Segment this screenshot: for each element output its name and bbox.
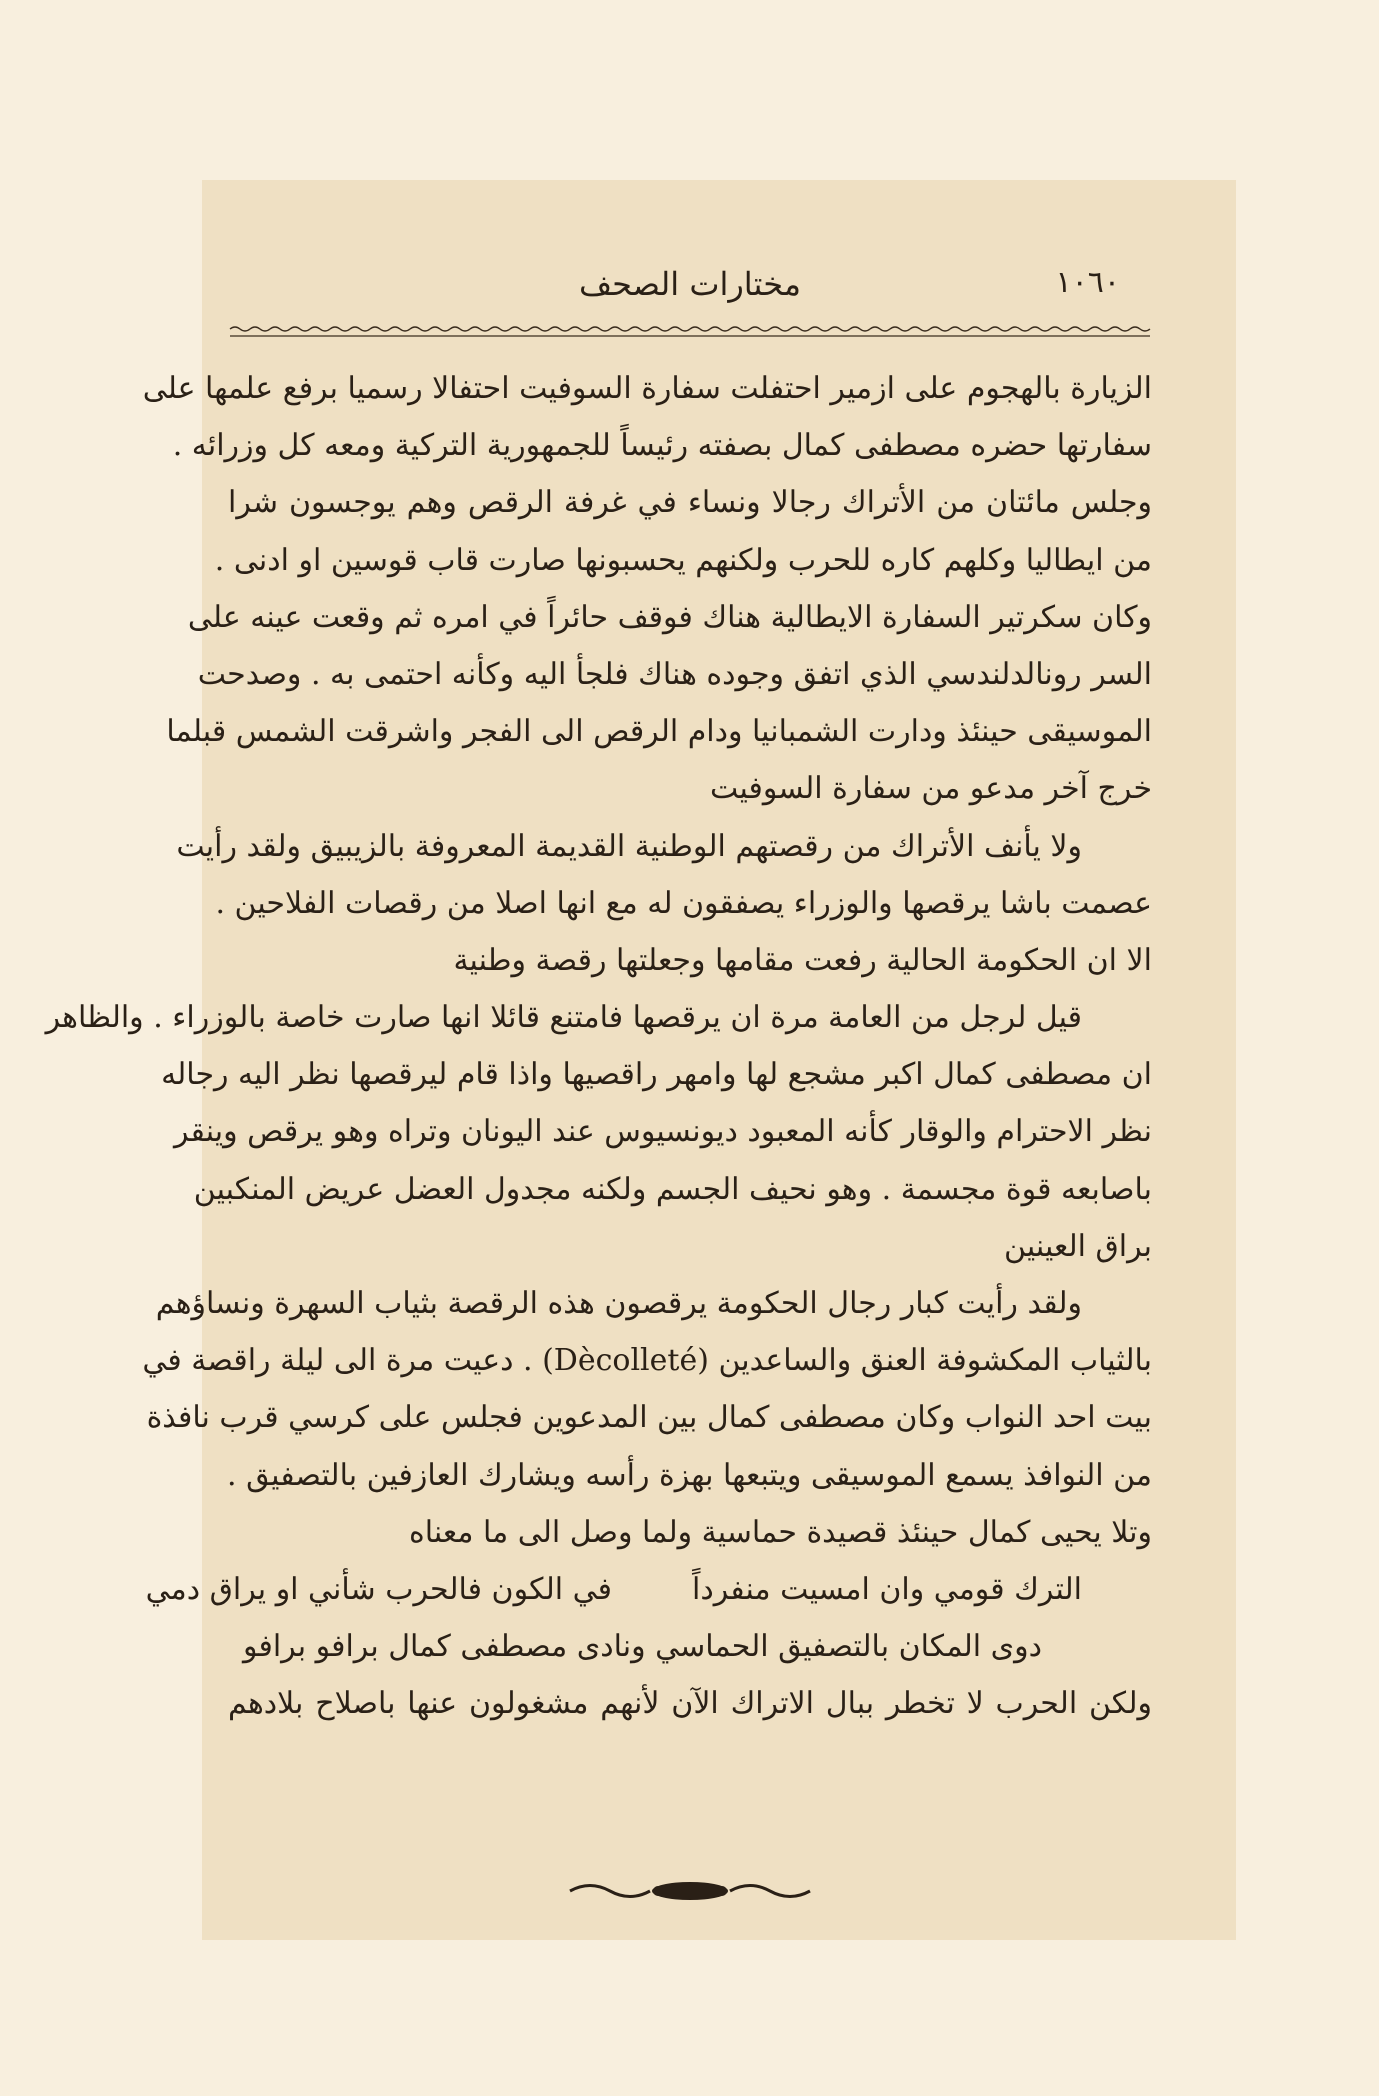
text-line-9: ولا يأنف الأتراك من رقصتهم الوطنية القديمة المعروفة بالزيبيق ولقد رأيت (176, 828, 1082, 864)
text-line-24: ولكن الحرب لا تخطر ببال الاتراك الآن لأنهم مشغولون عنها باصلاح بلادهم (228, 1686, 1152, 1722)
text-line-20: من النوافذ يسمع الموسيقى ويتبعها بهزة رأسه ويشارك العازفين بالتصفيق . (227, 1457, 1152, 1493)
text-line-8: خرج آخر مدعو من سفارة السوفيت (710, 771, 1152, 807)
text-line-2: سفارتها حضره مصطفى كمال بصفته رئيساً للجمهورية التركية ومعه كل وزرائه . (172, 428, 1152, 464)
text-line-13: ان مصطفى كمال اكبر مشجع لها وامهر راقصيها واذا قام ليرقصها نظر اليه رجاله (161, 1057, 1152, 1093)
header-rule (230, 325, 1150, 339)
text-line-10: عصمت باشا يرقصها والوزراء يصفقون له مع انها اصلا من رقصات الفلاحين . (215, 885, 1152, 921)
text-line-5: وكان سكرتير السفارة الايطالية هناك فوقف حائراً في امره ثم وقعت عينه على (187, 599, 1152, 635)
text-line-15: باصابعه قوة مجسمة . وهو نحيف الجسم ولكنه مجدول العضل عريض المنكبين (193, 1171, 1152, 1207)
page-number: ١٠٦٠ (1055, 265, 1120, 300)
text-line-19: بيت احد النواب وكان مصطفى كمال بين المدعوين فجلس على كرسي قرب نافذة (146, 1400, 1152, 1436)
text-line-16: براق العينين (1004, 1228, 1152, 1264)
text-line-21: وتلا يحيى كمال حينئذ قصيدة حماسية ولما وصل الى ما معناه (409, 1514, 1152, 1550)
text-line-14: نظر الاحترام والوقار كأنه المعبود ديونسيوس عند اليونان وتراه وهو يرقص وينقر (173, 1114, 1152, 1150)
poem-verse (145, 1561, 1152, 1618)
text-line-4: من ايطاليا وكلهم كاره للحرب ولكنهم يحسبونها صارت قاب قوسين او ادنى . (214, 542, 1152, 578)
text-line-23: دوى المكان بالتصفيق الحماسي ونادى مصطفى كمال برافو برافو (243, 1629, 1042, 1665)
text-line-17: ولقد رأيت كبار رجال الحكومة يرقصون هذه الرقصة بثياب السهرة ونساؤهم (155, 1286, 1082, 1321)
verse-hemistich-1: الترك قومي وان امسيت منفرداً (692, 1571, 1082, 1607)
text-line-6: السر رونالدلندسي الذي اتفق وجوده هناك فلجأ اليه وكأنه احتمى به . وصدحت (197, 656, 1152, 692)
text-line-1: الزيارة بالهجوم على ازمير احتفلت سفارة السوفيت احتفالا رسميا برفع علمها على (142, 371, 1152, 406)
page-header (230, 265, 1150, 315)
tail-ornament (560, 1878, 820, 1904)
text-line-7: الموسيقى حينئذ ودارت الشمبانيا ودام الرقص الى الفجر واشرقت الشمس قبلما (166, 714, 1152, 750)
text-line-11: الا ان الحكومة الحالية رفعت مقامها وجعلتها رقصة وطنية (453, 942, 1152, 978)
text-line-3: وجلس مائتان من الأتراك رجالا ونساء في غرفة الرقص وهم يوجسون شرا (228, 485, 1152, 521)
running-title: مختارات الصحف (578, 265, 801, 303)
text-line-12: قيل لرجل من العامة مرة ان يرقصها فامتنع قائلا انها صارت خاصة بالوزراء . والظاهر (45, 1000, 1082, 1036)
text-line-18: بالثياب المكشوفة العنق والساعدين (Dècolleté) . دعيت مرة الى ليلة راقصة في (142, 1343, 1152, 1379)
verse-hemistich-2: في الكون فالحرب شأني او يراق دمي (145, 1571, 612, 1607)
article-body (45, 360, 1152, 1865)
